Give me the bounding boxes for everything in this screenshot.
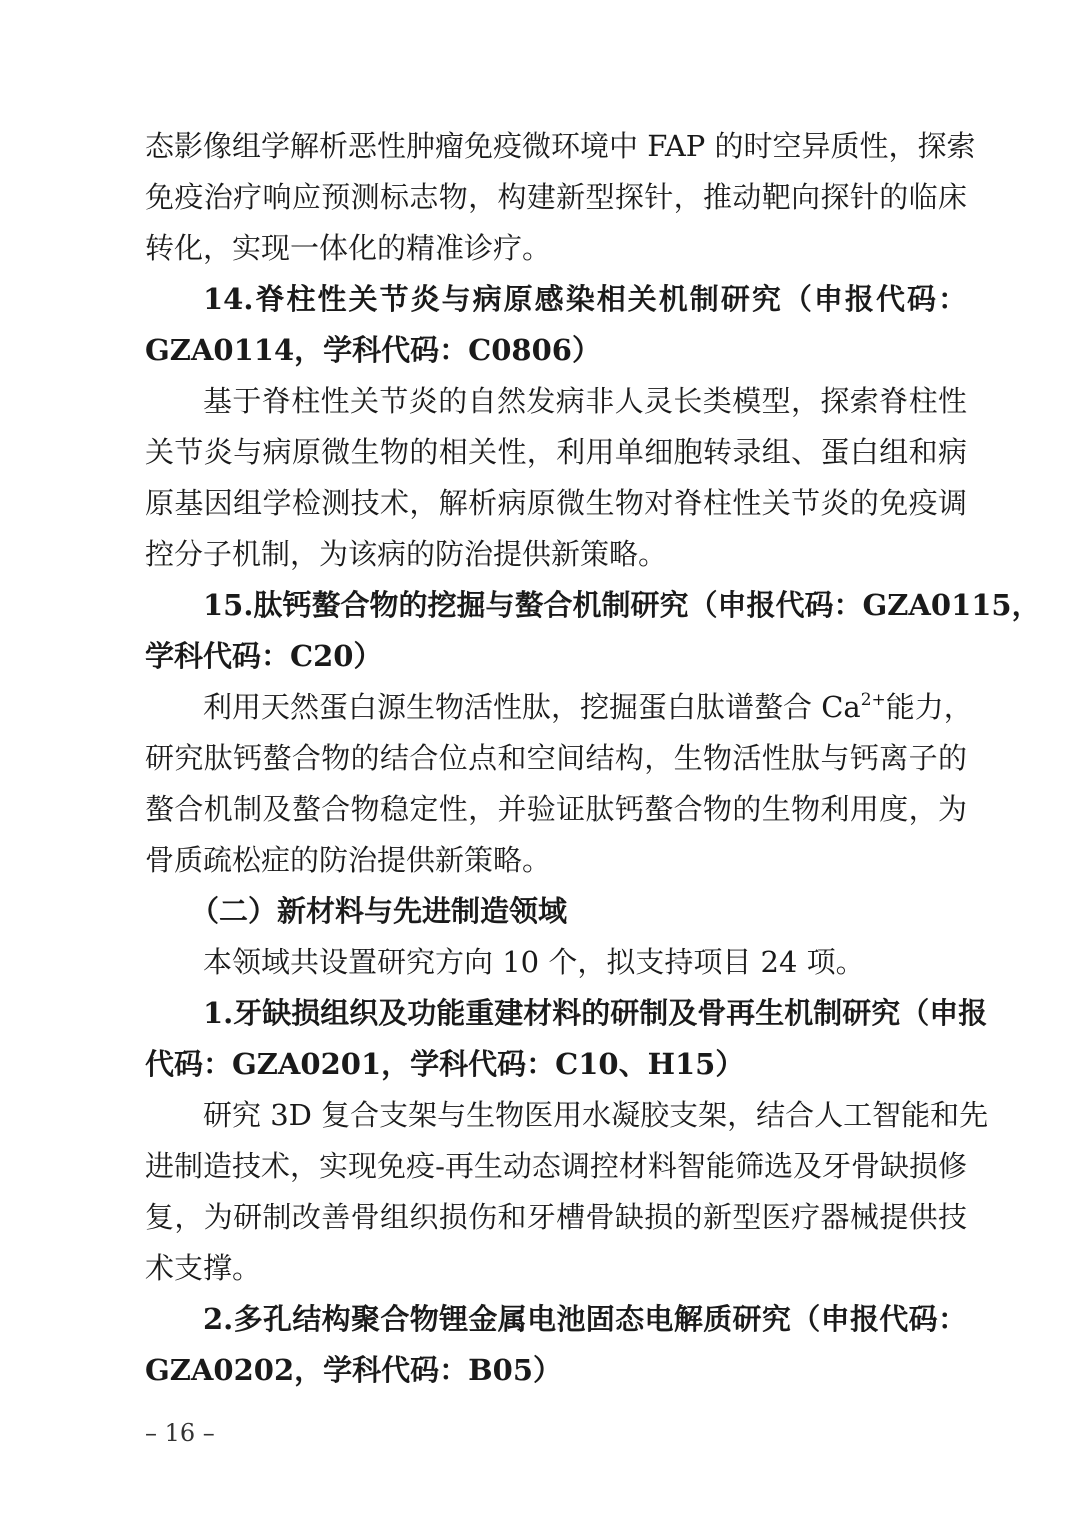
paragraph-line: 转化，实现一体化的精准诊疗。 <box>145 231 552 265</box>
item-15-body-text: 利用天然蛋白源生物活性肽，挖掘蛋白肽谱螯合 Ca <box>203 690 861 724</box>
item-14-body: 基于脊柱性关节炎的自然发病非人灵长类模型，探索脊柱性 <box>203 384 967 418</box>
page-number: – 16 – <box>145 1419 215 1447</box>
item-15-body: 螯合机制及螯合物稳定性，并验证肽钙螯合物的生物利用度，为 <box>145 792 967 826</box>
item-15-body <box>203 689 973 725</box>
item-2-heading: 2.多孔结构聚合物锂金属电池固态电解质研究（申报代码： <box>203 1302 967 1336</box>
item-14-body: 关节炎与病原微生物的相关性，利用单细胞转录组、蛋白组和病 <box>145 435 967 469</box>
item-1-body: 进制造技术，实现免疫-再生动态调控材料智能筛选及牙骨缺损修 <box>145 1149 967 1183</box>
item-1-heading: 代码：GZA0201，学科代码：C10、H15） <box>145 1047 745 1081</box>
item-14-body: 原基因组学检测技术，解析病原微生物对脊柱性关节炎的免疫调 <box>145 486 967 520</box>
item-15-body: 骨质疏松症的防治提供新策略。 <box>145 843 552 877</box>
section-summary: 本领域共设置研究方向 10 个，拟支持项目 24 项。 <box>203 945 865 979</box>
item-15-heading: 15.肽钙螯合物的挖掘与螯合机制研究（申报代码：GZA0115， <box>203 588 1041 622</box>
section-title: （二）新材料与先进制造领域 <box>190 894 568 928</box>
item-15-body-text: 能力， <box>885 690 973 724</box>
item-1-body: 术支撑。 <box>145 1251 262 1285</box>
paragraph-line: 态影像组学解析恶性肿瘤免疫微环境中 FAP 的时空异质性，探索 <box>145 129 976 163</box>
paragraph-line: 免疫治疗响应预测标志物，构建新型探针，推动靶向探针的临床 <box>145 180 967 214</box>
item-14-body: 控分子机制，为该病的防治提供新策略。 <box>145 537 668 571</box>
item-14-heading: 14.脊柱性关节炎与病原感染相关机制研究（申报代码： <box>203 282 967 316</box>
item-15-heading: 学科代码：C20） <box>145 639 383 673</box>
item-14-heading: GZA0114，学科代码：C0806） <box>145 333 601 367</box>
superscript-charge: 2+ <box>860 690 886 710</box>
item-1-heading: 1.牙缺损组织及功能重建材料的研制及骨再生机制研究（申报 <box>203 996 988 1030</box>
item-1-body: 复，为研制改善骨组织损伤和牙槽骨缺损的新型医疗器械提供技 <box>145 1200 967 1234</box>
item-2-heading: GZA0202，学科代码：B05） <box>145 1353 563 1387</box>
item-15-body: 研究肽钙螯合物的结合位点和空间结构，生物活性肽与钙离子的 <box>145 741 967 775</box>
item-1-body: 研究 3D 复合支架与生物医用水凝胶支架，结合人工智能和先 <box>203 1098 989 1132</box>
